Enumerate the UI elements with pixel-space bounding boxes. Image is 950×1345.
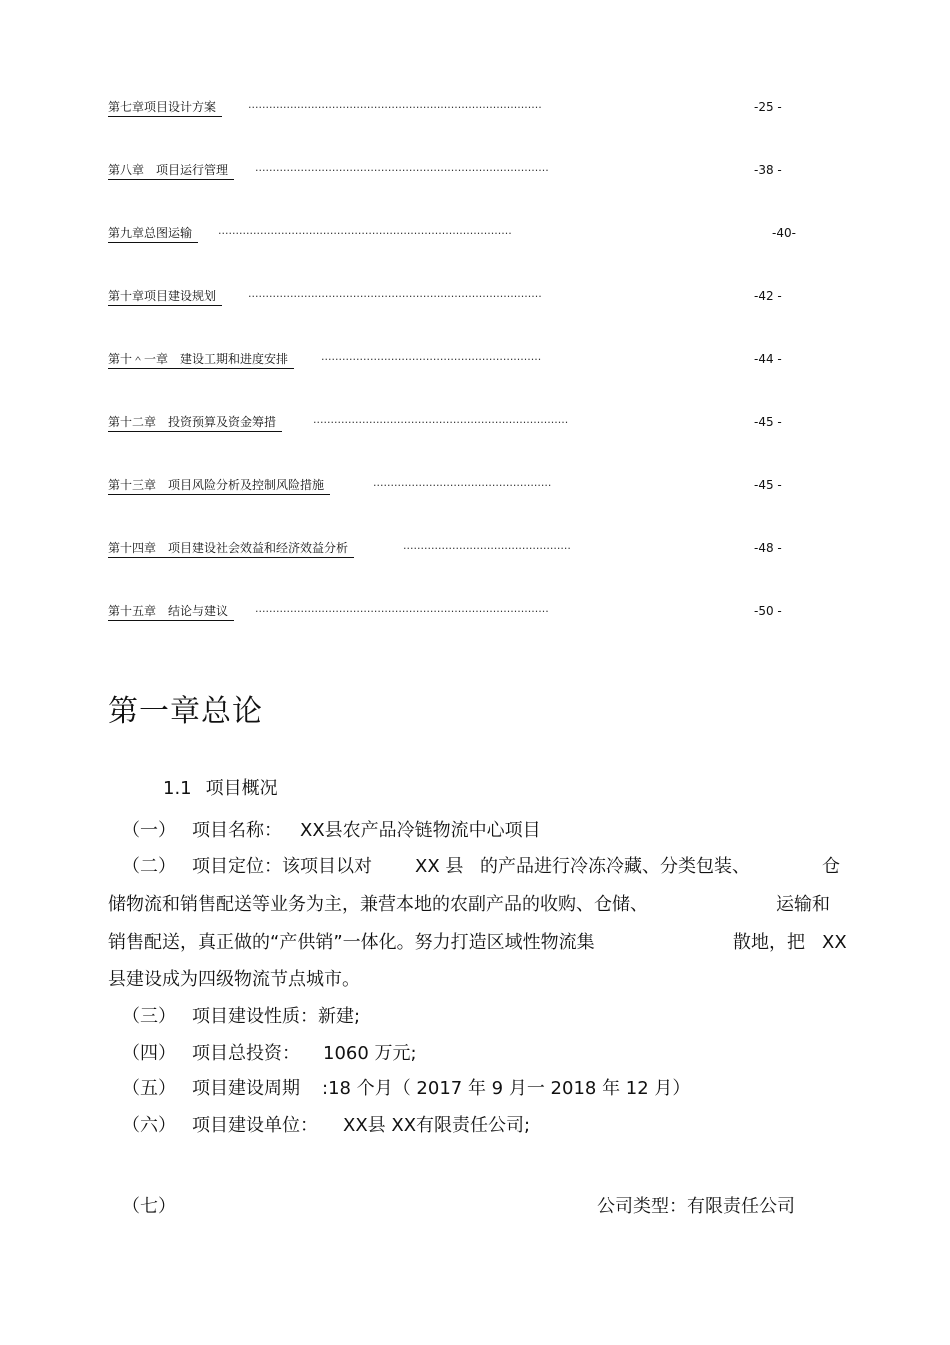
toc-page-number: -44 - bbox=[754, 352, 782, 366]
toc-leader-dots: ......................................................................... bbox=[313, 413, 569, 426]
section-title bbox=[163, 774, 278, 800]
chapter-title: 第一章总论 bbox=[108, 694, 263, 729]
toc-entry-title[interactable]: 第十三章 项目风险分析及控制风险措施 bbox=[108, 476, 330, 495]
paragraph-text: XX 县 bbox=[415, 856, 464, 877]
paragraph-text: 的产品进行冷冻冷藏、分类包装、 bbox=[480, 856, 750, 877]
toc-entry-11[interactable] bbox=[108, 350, 808, 368]
toc-entry-title[interactable]: 第九章总图运输 bbox=[108, 224, 198, 243]
section-number: 1.1 bbox=[163, 778, 192, 799]
toc-leader-dots: ................................................... bbox=[373, 476, 552, 489]
toc-leader-dots: .................................................................................... bbox=[248, 287, 542, 300]
paragraph-text: 运输和 bbox=[776, 894, 830, 915]
toc-entry-15[interactable] bbox=[108, 602, 808, 620]
toc-entry-12[interactable] bbox=[108, 413, 808, 431]
toc-entry-8[interactable] bbox=[108, 161, 808, 179]
item-value: XX县农产品冷链物流中心项目 bbox=[300, 820, 541, 841]
toc-entry-title[interactable]: 第八章 项目运行管理 bbox=[108, 161, 234, 180]
paragraph-text: XX bbox=[822, 932, 847, 953]
toc-page-number: -45 - bbox=[754, 478, 782, 492]
item-value: :18 个月（ 2017 年 9 月一 2018 年 12 月） bbox=[322, 1078, 691, 1099]
item-value: 1060 万元; bbox=[323, 1043, 417, 1064]
toc-page-number: -38 - bbox=[754, 163, 782, 177]
toc-entry-title[interactable]: 第十五章 结论与建议 bbox=[108, 602, 234, 621]
item-label: （二） bbox=[122, 856, 176, 877]
item-label: （四） bbox=[122, 1043, 176, 1064]
toc-page-number: -42 - bbox=[754, 289, 782, 303]
item-text: 公司类型：有限责任公司 bbox=[597, 1196, 795, 1217]
toc-leader-dots: .................................................................................... bbox=[255, 602, 549, 615]
toc-entry-title[interactable]: 第七章项目设计方案 bbox=[108, 98, 222, 117]
paragraph-text: 项目定位：该项目以对 bbox=[192, 856, 372, 877]
item-key: 项目名称： bbox=[192, 820, 282, 841]
paragraph-text: 散地，把 bbox=[733, 932, 805, 953]
paragraph-text: 销售配送，真正做的“产供销”一体化。努力打造区域性物流集 bbox=[108, 932, 595, 953]
item-label: （三） bbox=[122, 1006, 176, 1027]
toc-leader-dots: ............................................................... bbox=[321, 350, 542, 363]
toc-leader-dots: .................................................................................... bbox=[248, 98, 542, 111]
item-label: （六） bbox=[122, 1115, 176, 1136]
toc-leader-dots: .................................................................................... bbox=[218, 224, 512, 237]
toc-entry-14[interactable] bbox=[108, 539, 808, 557]
toc-entry-7[interactable] bbox=[108, 98, 808, 116]
item-key: 项目建设周期 bbox=[192, 1078, 300, 1099]
toc-entry-title[interactable]: 第十二章 投资预算及资金筹措 bbox=[108, 413, 282, 432]
toc-entry-title[interactable]: 第十章项目建设规划 bbox=[108, 287, 222, 306]
toc-leader-dots: ................................................ bbox=[403, 539, 571, 552]
toc-entry-title[interactable]: 第十四章 项目建设社会效益和经济效益分析 bbox=[108, 539, 354, 558]
toc-entry-13[interactable] bbox=[108, 476, 808, 494]
item-label: （一） bbox=[122, 820, 176, 841]
section-heading-text: 项目概况 bbox=[205, 778, 278, 799]
toc-entry-9[interactable] bbox=[108, 224, 808, 242]
paragraph-text: 县建设成为四级物流节点城市。 bbox=[108, 969, 360, 990]
paragraph-text: 储物流和销售配送等业务为主，兼营本地的农副产品的收购、仓储、 bbox=[108, 894, 648, 915]
toc-entry-10[interactable] bbox=[108, 287, 808, 305]
toc-page-number: -40- bbox=[772, 226, 796, 240]
paragraph-text: 仓 bbox=[822, 856, 840, 877]
item-text: 项目建设性质：新建; bbox=[192, 1006, 361, 1027]
item-key: 项目总投资： bbox=[192, 1043, 300, 1064]
toc-page-number: -45 - bbox=[754, 415, 782, 429]
item-value: XX县 XX有限责任公司; bbox=[343, 1115, 531, 1136]
item-label: （五） bbox=[122, 1078, 176, 1099]
toc-leader-dots: .................................................................................... bbox=[255, 161, 549, 174]
toc-page-number: -25 - bbox=[754, 100, 782, 114]
toc-page-number: -50 - bbox=[754, 604, 782, 618]
item-key: 项目建设单位： bbox=[192, 1115, 318, 1136]
item-label: （七） bbox=[122, 1196, 176, 1217]
toc-page-number: -48 - bbox=[754, 541, 782, 555]
toc-entry-title[interactable]: 第十＾一章 建设工期和进度安排 bbox=[108, 350, 294, 369]
